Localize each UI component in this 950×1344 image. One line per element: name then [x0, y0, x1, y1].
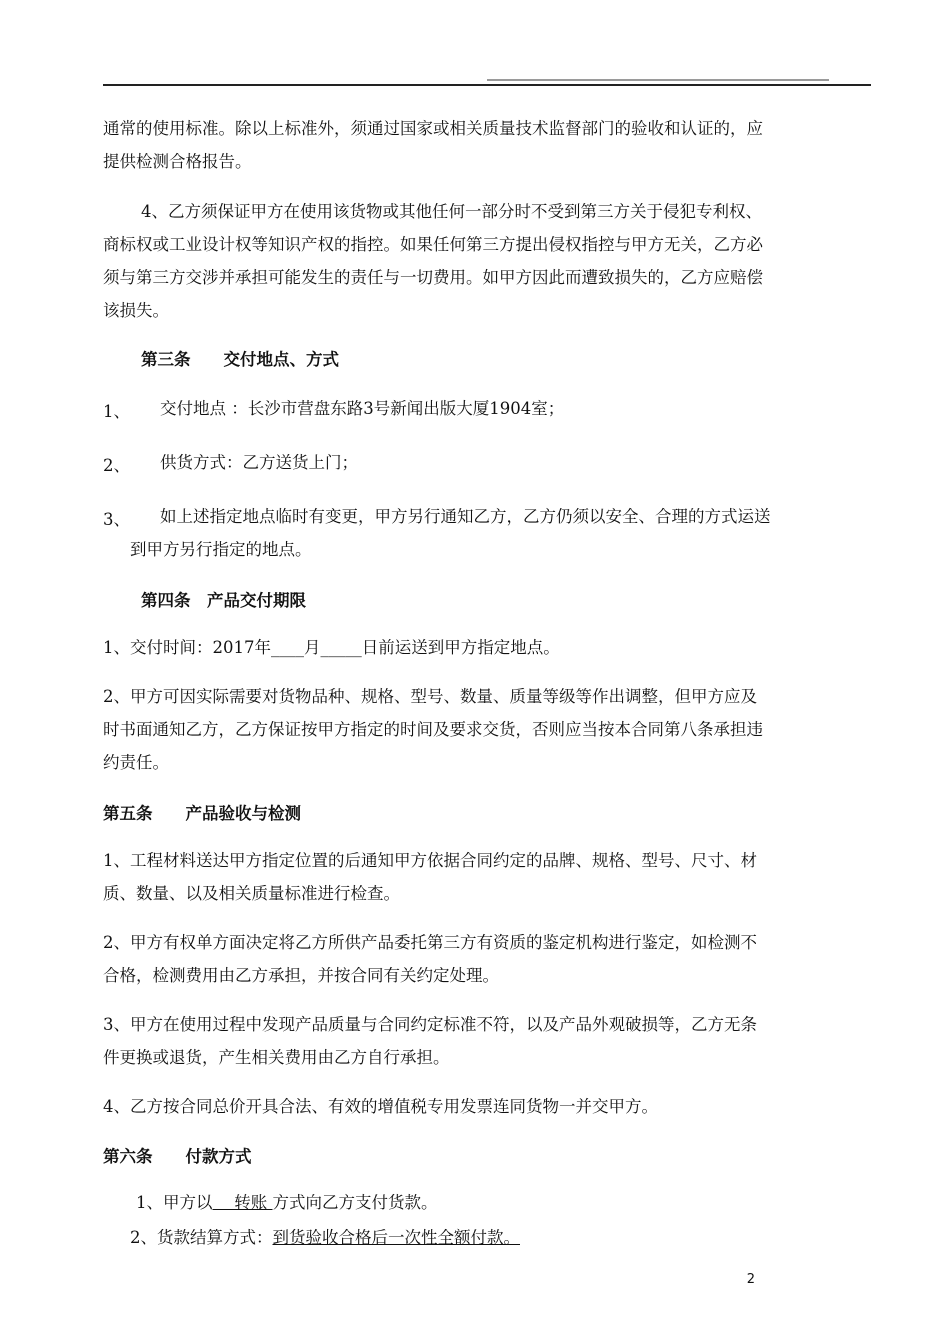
paragraph-line: 质、数量、以及相关质量标准进行检查。	[103, 884, 400, 903]
paragraph-line: 1、工程材料送达甲方指定位置的后通知甲方依据合同约定的品牌、规格、型号、尺寸、材	[103, 851, 757, 870]
article-5-heading: 第五条 产品验收与检测	[103, 804, 301, 823]
clause-4-line: 该损失。	[103, 301, 169, 320]
list-item: 如上述指定地点临时有变更，甲方另行通知乙方，乙方仍须以安全、合理的方式运送	[160, 507, 771, 526]
paragraph-line: 2、甲方有权单方面决定将乙方所供产品委托第三方有资质的鉴定机构进行鉴定，如检测不	[103, 933, 757, 952]
list-item-continued: 到甲方另行指定的地点。	[130, 540, 312, 559]
month-label: 月	[304, 638, 321, 657]
header-rule-secondary	[487, 79, 829, 81]
paragraph-line: 时书面通知乙方，乙方保证按甲方指定的时间及要求交货，否则应当按本合同第八条承担违	[103, 720, 763, 739]
payment-method-label: 1、甲方以	[136, 1193, 213, 1212]
settlement-line	[130, 1221, 520, 1254]
paragraph-line: 2、甲方可因实际需要对货物品种、规格、型号、数量、质量等级等作出调整，但甲方应及	[103, 687, 757, 706]
delivery-time-line	[103, 631, 560, 664]
page-number: 2	[746, 1272, 755, 1287]
delivery-time-rest: 日前运送到甲方指定地点。	[361, 638, 560, 657]
month-blank: ____	[271, 638, 304, 657]
paragraph-line: 提供检测合格报告。	[103, 152, 252, 171]
settlement-label: 2、货款结算方式：	[130, 1228, 273, 1247]
settlement-value: 到货验收合格后一次性全额付款。	[272, 1228, 520, 1247]
list-item: 供货方式：乙方送货上门；	[160, 453, 358, 472]
paragraph-line: 通常的使用标准。除以上标准外，须通过国家或相关质量技术监督部门的验收和认证的，应	[103, 119, 763, 138]
article-3-heading: 第三条 交付地点、方式	[141, 350, 339, 369]
list-number: 3、	[103, 510, 130, 529]
article-6-heading: 第六条 付款方式	[103, 1147, 252, 1166]
list-number: 2、	[103, 456, 130, 475]
paragraph-line: 件更换或退货，产生相关费用由乙方自行承担。	[103, 1048, 450, 1067]
paragraph-line: 3、甲方在使用过程中发现产品质量与合同约定标准不符，以及产品外观破损等，乙方无条	[103, 1015, 757, 1034]
day-blank: _____	[320, 638, 362, 657]
header-rule	[103, 84, 871, 86]
list-number: 1、	[103, 402, 130, 421]
payment-method-line	[136, 1186, 438, 1219]
payment-method-rest: 方式向乙方支付货款。	[272, 1193, 438, 1212]
list-item: 交付地点 ：长沙市营盘东路3号新闻出版大厦1904室；	[160, 399, 565, 418]
paragraph-line: 合格，检测费用由乙方承担，并按合同有关约定处理。	[103, 966, 499, 985]
payment-method-value: 转账	[212, 1193, 273, 1212]
paragraph-line: 约责任。	[103, 753, 169, 772]
article-4-heading: 第四条 产品交付期限	[141, 591, 306, 610]
clause-4-line: 须与第三方交涉并承担可能发生的责任与一切费用。如甲方因此而遭致损失的，乙方应赔偿	[103, 268, 763, 287]
delivery-time-label: 1、交付时间：2017年	[103, 638, 271, 657]
paragraph-line: 4、乙方按合同总价开具合法、有效的增值税专用发票连同货物一并交甲方。	[103, 1097, 658, 1116]
clause-4-line: 商标权或工业设计权等知识产权的指控。如果任何第三方提出侵权指控与甲方无关，乙方必	[103, 235, 763, 254]
clause-4-line: 4、乙方须保证甲方在使用该货物或其他任何一部分时不受到第三方关于侵犯专利权、	[141, 202, 762, 221]
